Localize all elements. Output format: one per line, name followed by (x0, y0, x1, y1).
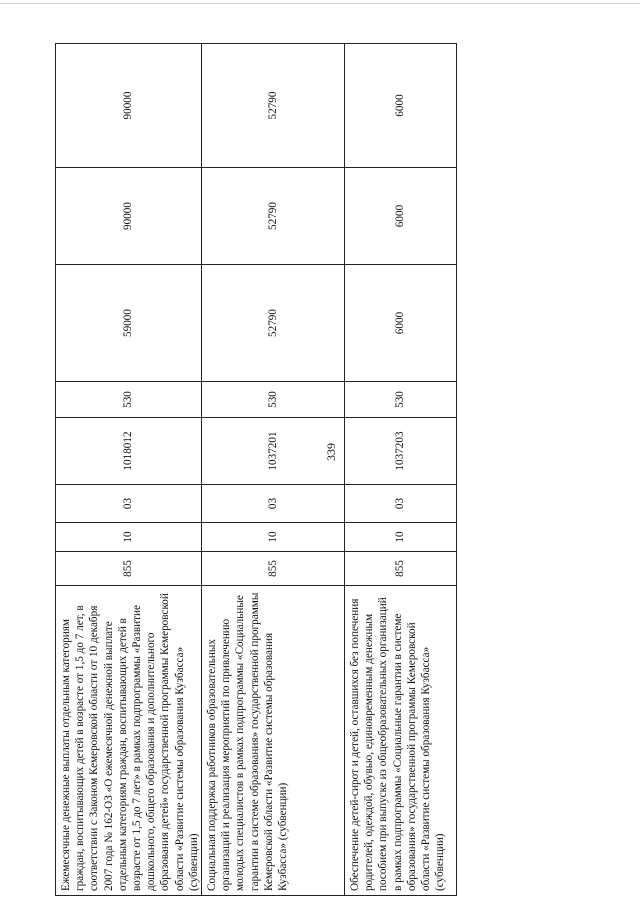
row-type: 530 (202, 382, 345, 418)
table-row (202, 44, 345, 896)
row-subsection: 03 (56, 485, 202, 523)
row-subsection: 03 (202, 485, 345, 523)
table-rotated-container (55, 44, 447, 896)
row-subsection: 03 (345, 485, 457, 523)
row-target: 1037203 (345, 418, 457, 485)
row-description: Социальная поддержка работников образовательных организаций и реализация мероприятий по привлечению молодых специалистов в рамках подпрограммы «Социальные гарантии в системе образования» государственной программы Кемеровской области «Развитие системы образования Кузбасса» (субвенции) (202, 586, 345, 896)
row-code: 855 (56, 552, 202, 586)
row-section: 10 (345, 523, 457, 552)
row-section: 10 (56, 523, 202, 552)
budget-table (55, 43, 457, 896)
row-amount-2: 90000 (56, 168, 202, 265)
row-amount-2: 6000 (345, 168, 457, 265)
table-row (56, 44, 202, 896)
row-target: 1018012 (56, 418, 202, 485)
row-amount-3: 90000 (56, 44, 202, 168)
row-type: 530 (56, 382, 202, 418)
row-amount-1: 52790 (202, 265, 345, 382)
row-amount-1: 59000 (56, 265, 202, 382)
row-description: Ежемесячные денежные выплаты отдельным категориям граждан, воспитывающих детей в возрасте от 1,5 до 7 лет, в соответствии с Законом Кемеровской области от 10 декабря 2007 года № 162-ОЗ «О ежемесячной денежной выплате отдельным категориям граждан, воспитывающих детей в возрасте от 1,5 до 7 лет» в рамках подпрограммы «Развитие дошкольного, общего образования и дополнительного образования детей» государственной программы Кемеровской области «Развитие системы образования Кузбасса» (субвенции) (56, 586, 202, 896)
row-description: Обеспечение детей-сирот и детей, оставшихся без попечения родителей, одеждой, обувью, единовременным денежным пособием при выпуске из общеобразовательных организаций в рамках подпрограммы «Социальные гарантии в системе образования» государственной программы Кемеровской области «Развитие системы образования Кузбасса» (субвенции) (345, 586, 457, 896)
row-code: 855 (202, 552, 345, 586)
row-type: 530 (345, 382, 457, 418)
table-rotation-frame (55, 44, 447, 896)
row-amount-1: 6000 (345, 265, 457, 382)
row-code: 855 (345, 552, 457, 586)
page-number: 339 (324, 443, 338, 461)
row-amount-2: 52790 (202, 168, 345, 265)
row-section: 10 (202, 523, 345, 552)
row-amount-3: 6000 (345, 44, 457, 168)
table-row (345, 44, 457, 896)
row-amount-3: 52790 (202, 44, 345, 168)
row-target: 1037201 (202, 418, 345, 485)
top-border-line (0, 3, 640, 4)
